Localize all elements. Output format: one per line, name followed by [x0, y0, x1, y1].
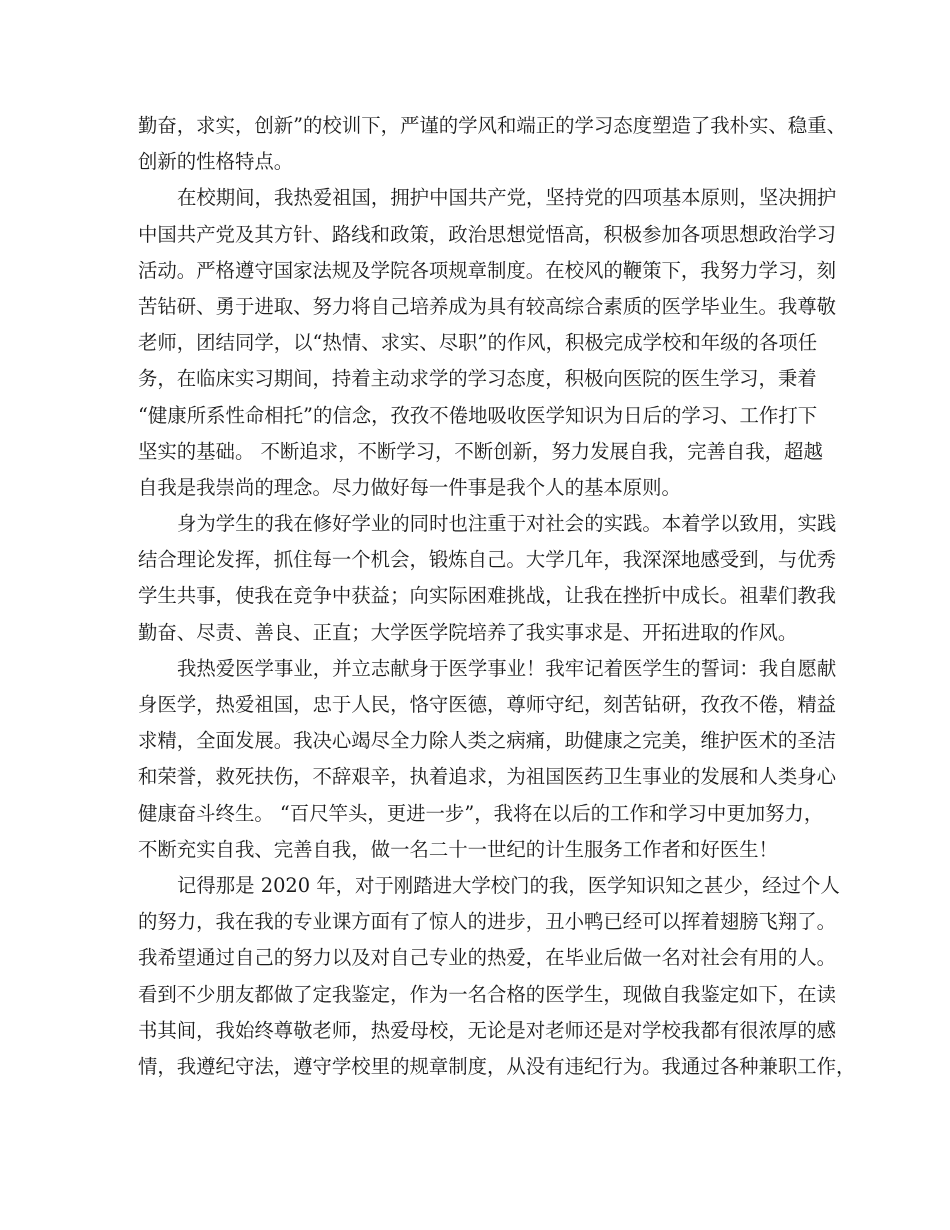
text-line: 自我是我崇尚的理念。尽力做好每一件事是我个人的基本原则。: [138, 475, 681, 499]
text-line: 苦钻研、勇于进取、努力将自己培养成为具有较高综合素质的医学毕业生。我尊敬: [138, 294, 837, 318]
text-line: 活动。严格遵守国家法规及学院各项规章制度。在校风的鞭策下，我努力学习，刻: [138, 258, 837, 282]
text-line: 学生共事，使我在竞争中获益；向实际困难挑战，让我在挫折中成长。祖辈们教我: [138, 584, 837, 608]
text-line: 求精，全面发展。我决心竭尽全力除人类之病痛，助健康之完美，维护医术的圣洁: [138, 729, 837, 753]
text-line: 我热爱医学事业，并立志献身于医学事业！我牢记着医学生的誓词：我自愿献: [177, 656, 837, 680]
document-page: [138, 108, 856, 1085]
text-line: 我希望通过自己的努力以及对自己专业的热爱，在毕业后做一名对社会有用的人。: [138, 946, 837, 970]
text-line: 书其间，我始终尊敬老师，热爱母校，无论是对老师还是对学校我都有很浓厚的感: [138, 1018, 837, 1042]
text-line: 的努力，我在我的专业课方面有了惊人的进步，丑小鸭已经可以挥着翅膀飞翔了。: [138, 910, 837, 934]
text-line: 在校期间，我热爱祖国，拥护中国共产党，坚持党的四项基本原则，坚决拥护: [177, 186, 837, 210]
text-line: 情，我遵纪守法，遵守学校里的规章制度，从没有违纪行为。我通过各种兼职工作，: [138, 1054, 856, 1078]
text-line: 中国共产党及其方针、路线和政策，政治思想觉悟高，积极参加各项思想政治学习: [138, 222, 837, 246]
text-line: 坚实的基础。 不断追求，不断学习，不断创新，努力发展自我，完善自我，超越: [138, 439, 823, 463]
text-line: “健康所系性命相托”的信念，孜孜不倦地吸收医学知识为日后的学习、工作打下: [138, 403, 818, 427]
text-line: 老师，团结同学，以“热情、求实、尽职”的作风，积极完成学校和年级的各项任: [138, 331, 818, 355]
text-line: 创新的性格特点。: [138, 150, 294, 174]
text-line: 记得那是 2020 年，对于刚踏进大学校门的我，医学知识知之甚少，经过个人: [177, 873, 840, 897]
text-line: 勤奋、尽责、善良、正直；大学医学院培养了我实事求是、开拓进取的作风。: [138, 620, 798, 644]
text-line: 不断充实自我、完善自我，做一名二十一世纪的计生服务工作者和好医生！: [138, 837, 778, 861]
text-line: 身医学，热爱祖国，忠于人民，恪守医德，尊师守纪，刻苦钻研，孜孜不倦，精益: [138, 693, 837, 716]
text-line: 身为学生的我在修好学业的同时也注重于对社会的实践。本着学以致用，实践: [177, 512, 837, 536]
text-line: 结合理论发挥，抓住每一个机会，锻炼自己。大学几年，我深深地感受到，与优秀: [138, 548, 837, 572]
text-line: 看到不少朋友都做了定我鉴定，作为一名合格的医学生，现做自我鉴定如下，在读: [138, 982, 837, 1006]
text-line: 务，在临床实习期间，持着主动求学的学习态度，积极向医院的医生学习，秉着: [138, 367, 817, 391]
text-line: 和荣誉，救死扶伤，不辞艰辛，执着追求，为祖国医药卫生事业的发展和人类身心: [138, 765, 837, 789]
text-line: 健康奋斗终生。 “百尺竿头，更进一步”，我将在以后的工作和学习中更加努力，: [138, 801, 824, 825]
text-line: 勤奋，求实，创新”的校训下，严谨的学风和端正的学习态度塑造了我朴实、稳重、: [138, 114, 846, 137]
